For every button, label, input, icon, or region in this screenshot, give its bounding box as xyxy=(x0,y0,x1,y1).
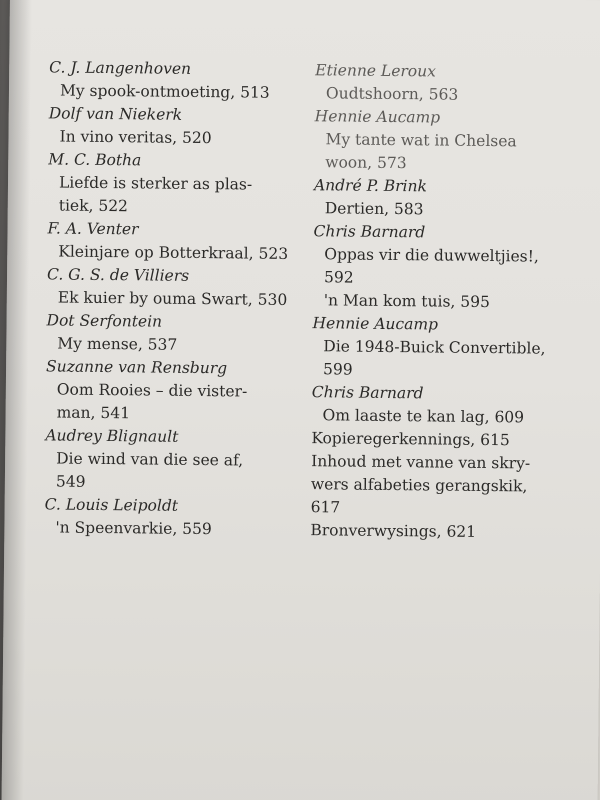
contents-entry xyxy=(314,105,577,177)
back-matter-entry xyxy=(311,450,574,522)
book-page xyxy=(1,0,600,800)
back-matter-entry xyxy=(310,519,572,545)
entry-title: 'n Man kom tuis, 595 xyxy=(323,291,491,312)
entry-title: Oppas vir die duwweltjies!, 592 xyxy=(323,245,539,287)
entry-title: Die 1948-Buick Convertible, 599 xyxy=(322,337,546,379)
entry-title: Dertien, 583 xyxy=(324,199,424,219)
entry-title: Om laaste te kan lag, 609 xyxy=(322,406,525,427)
contents-entry xyxy=(46,309,306,358)
entry-title: Ek kuier by ouma Swart, 530 xyxy=(57,288,288,309)
entry-author: F. A. Venter xyxy=(47,219,139,239)
entry-title: My spook-ontmoeting, 513 xyxy=(59,81,270,102)
entry-author: C. G. S. de Villiers xyxy=(46,265,190,285)
contents-entry xyxy=(44,493,304,542)
entry-author: André P. Brink xyxy=(313,176,427,196)
entry-title: My mense, 537 xyxy=(57,334,178,354)
contents-column-right xyxy=(310,59,577,545)
entry-title: Liefde is sterker as plas- tiek, 522 xyxy=(58,173,253,216)
back-matter-title: Bronverwysings, 621 xyxy=(310,521,477,541)
contents-entry xyxy=(313,220,576,315)
entry-author: Hennie Aucamp xyxy=(314,107,441,127)
contents-entry xyxy=(48,102,308,151)
back-matter-entry xyxy=(311,427,573,453)
contents-entry xyxy=(49,56,309,105)
entry-title: My tante wat in Chelsea woon, 573 xyxy=(325,130,517,173)
entry-author: Hennie Aucamp xyxy=(312,314,439,334)
entry-title: Die wind van die see af, 549 xyxy=(55,449,244,491)
contents-entry xyxy=(48,148,309,220)
entry-title: Oom Rooies – die vister- man, 541 xyxy=(56,380,248,423)
entry-title: Kleinjare op Botterkraal, 523 xyxy=(58,242,289,263)
contents-entry xyxy=(45,355,306,427)
contents-entry xyxy=(47,263,307,312)
contents-entry xyxy=(314,174,576,223)
entry-title: In vino veritas, 520 xyxy=(59,127,212,148)
entry-author: Chris Barnard xyxy=(313,222,426,242)
contents-column-left xyxy=(44,56,309,542)
entry-author: Audrey Blignault xyxy=(45,426,179,446)
back-matter-title: Inhoud met vanne van skry- wers alfabeties gerangskik, 617 xyxy=(310,452,531,517)
entry-author: M. C. Botha xyxy=(48,150,142,170)
entry-title: 'n Speenvarkie, 559 xyxy=(55,518,212,539)
contents-entry xyxy=(45,424,306,496)
entry-author: C. Louis Leipoldt xyxy=(44,495,179,515)
entry-author: Dolf van Niekerk xyxy=(48,104,183,124)
entry-author: Suzanne van Rensburg xyxy=(46,357,228,378)
contents-entry xyxy=(315,59,577,108)
back-matter-title: Kopieregerkennings, 615 xyxy=(311,429,510,450)
entry-title: Oudtshoorn, 563 xyxy=(325,84,459,104)
entry-author: Dot Serfontein xyxy=(46,311,163,331)
entry-author: Chris Barnard xyxy=(311,383,424,403)
contents-entry xyxy=(47,217,307,266)
contents-entry xyxy=(311,381,573,430)
entry-author: C. J. Langenhoven xyxy=(49,58,192,78)
entry-author: Etienne Leroux xyxy=(315,61,436,81)
contents-entry xyxy=(312,312,575,384)
